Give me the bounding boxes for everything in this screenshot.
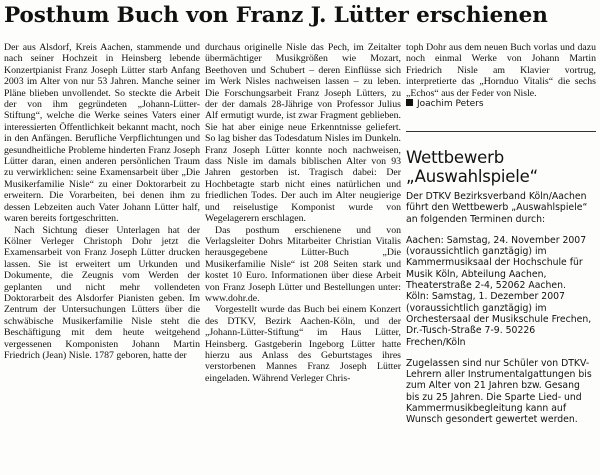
- article-paragraph: Das posthum erschienene und von Verlagsleiter Dohrs Mitarbeiter Christian Vitalis herausgegebene Lütter-Buch „Die Musikerfamilie Nisle“ ist 208 Seiten stark und kostet 10 Euro. Informationen über diese Arbeit von Franz Joseph Lütter und Bestellungen unter: www.dohr.de.: [205, 224, 401, 304]
- article-paragraph: Nach Sichtung dieser Unterlagen hat der Kölner Verleger Christoph Dohr jetzt die Examensarbeit von Franz Joseph Lütter drucken lassen. Sie ist erweitert um Urkunden und Dokumente, die Zeugnis vom Werden der geplanten und nicht mehr vollendeten Doktorarbeit des Alsdorfer Pianisten geben. Im Zentrum der Untersuchungen Lütters über die schwäbische Musikerfamilie Nisle steht die Beschäftigung mit dem heute weitgehend vergessenen Komponisten Johann Martin Friedrich (Jean) Nisle. 1787 geboren, hatte der: [4, 224, 200, 361]
- article-column-1: [4, 42, 200, 472]
- article-paragraph: toph Dohr aus dem neuen Buch vorlas und dazu noch einmal Werke von Johann Martin Friedrich Nisle am Klavier vortrug, interpretierte das „Hornduo Vitalis“ die sechs „Echos“ aus der Feder von Nisle.: [406, 42, 596, 99]
- author-byline: [406, 99, 596, 110]
- article-column-2: [205, 42, 401, 472]
- article-paragraph: Der aus Alsdorf, Kreis Aachen, stammende und nach seiner Hochzeit in Heinsberg lebende Konzertpianist Franz Joseph Lütter starb Anfang 2003 im Alter von nur 53 Jahren. Manche seiner Pläne blieben unvollendet. So steckte die Arbeit der von ihm gegründeten „Johann-Lütter-Stiftung“, welche die Werke seines Vaters einer interessierten Öffentlichkeit bekannt macht, noch in den Anfängen. Berufliche Verpflichtungen und gesundheitliche Probleme hinderten Franz Joseph Lütter daran, einen anderen persönlichen Traum zu verwirklichen: seine Examensarbeit über „Die Musikerfamilie Nisle“ zu einer Doktorarbeit zu erweitern. Die Vorarbeiten, bei denen ihm zu dessen Lebzeiten auch Vater Johann Lütter half, waren bereits fortgeschritten.: [4, 42, 200, 225]
- box-title-line-2: „Auswahlspiele“: [406, 167, 538, 186]
- article-paragraph: Vorgestellt wurde das Buch bei einem Konzert des DTKV, Bezirk Aachen-Köln, und der „Johann-Lütter-Stiftung“ im Haus Lütter, Heinsberg. Gastgeberin Ingeborg Lütter hatte hierzu aus Anlass des Geburtstages ihres verstorbenen Mannes Franz Joseph Lütter eingeladen. Während Verleger Chris-: [205, 304, 401, 384]
- article-paragraph: durchaus originelle Nisle das Pech, im Zeitalter übermächtiger Musikgrößen wie Mozart, Beethoven und Schubert – deren Einflüsse sich im Werk Nisles nachweisen lassen – zu leben. Die Forschungsarbeit Franz Joseph Lütters, zu der der damals 28-Jährige von Professor Julius Alf ermutigt wurde, ist zwar Fragment geblieben. Sie hat aber einige neue Erkenntnisse geliefert. So lag bisher das Todesdatum Nisles im Dunkeln. Franz Joseph Lütter konnte noch nachweisen, dass Nisle im damals biblischen Alter von 93 Jahren gestorben ist. Tragisch dabei: Der Hochbetagte starb nicht eines natürlichen und friedlichen Todes. Der auch im Alter neugierige und reiselustige Komponist wurde von Wegelagerern erschlagen.: [205, 42, 401, 225]
- box-divider: [406, 131, 596, 132]
- byline-square-icon: [406, 99, 413, 106]
- article-column-3: [406, 42, 596, 132]
- box-title: [406, 148, 596, 186]
- box-body: [406, 191, 596, 471]
- box-paragraph: Aachen: Samstag, 24. November 2007 (voraussichtlich ganztägig) im Kammermusiksaal der Hochschule für Musik Köln, Abteilung Aachen, Theaterstraße 2-4, 52062 Aachen. Köln: Samstag, 1. Dezember 2007 (voraussichtlich ganztägig) im Orchestersaal der Musikschule Frechen, Dr.-Tusch-Straße 7-9. 50226 Frechen/Köln: [406, 234, 592, 348]
- box-paragraph: Zugelassen sind nur Schüler von DTKV-Lehrern aller Instrumentalgattungen bis zum Alter von 21 Jahren bzw. Gesang bis zu 25 Jahren. Die Sparte Lied- und Kammermusikbegleitung kann auf Wunsch gesondert gewertet werden.: [406, 357, 592, 426]
- box-title-line-1: Wettbewerb: [406, 148, 504, 167]
- box-paragraph: Der DTKV Bezirksverband Köln/Aachen führt den Wettbewerb „Auswahlspiele“ an folgenden Terminen durch:: [406, 191, 588, 225]
- author-name: Joachim Peters: [417, 99, 484, 110]
- article-headline: Posthum Buch von Franz J. Lütter erschienen: [4, 3, 548, 28]
